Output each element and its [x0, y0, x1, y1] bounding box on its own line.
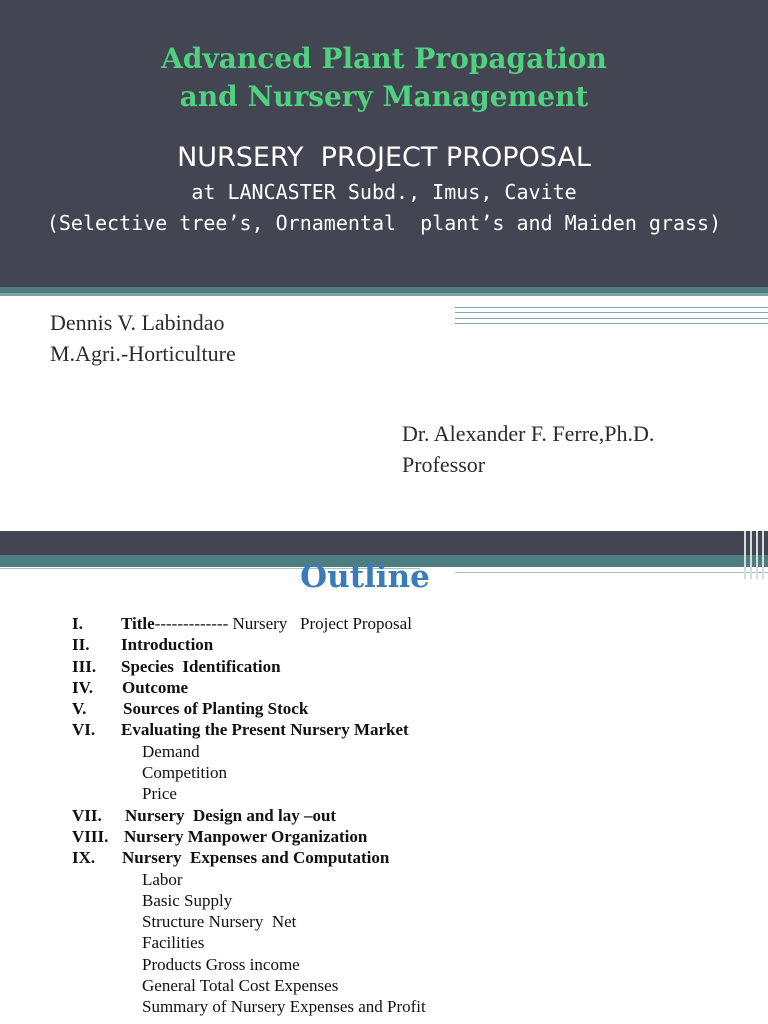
outline-item-title: Nursery Expenses and Computation [122, 848, 390, 868]
outline-slide [0, 531, 768, 1024]
outline-item-number: IV. [72, 677, 93, 697]
author-degree: M.Agri.-Horticulture [50, 341, 236, 366]
outline-item-label [124, 826, 367, 847]
outline-subitem-label: Competition [142, 763, 227, 783]
outline-item-number: VI. [72, 720, 96, 740]
outline-subitem-label: Structure Nursery Net [142, 912, 297, 932]
divider-bar-thin [0, 293, 768, 296]
slide-title [0, 40, 768, 116]
outline-item-label [121, 719, 409, 740]
outline-item-title: Nursery Manpower Organization [124, 826, 368, 846]
outline-item-number: VIII. [72, 826, 109, 846]
outline-item-suffix: ------------- Nursery Project Proposal [154, 614, 412, 633]
proposal-subtitle: NURSERY PROJECT PROPOSAL [177, 142, 591, 173]
outline-item-label [123, 698, 308, 719]
outline-item-title: Species Identification [121, 656, 281, 676]
decor-stripes [742, 531, 768, 579]
outline-item-number: VII. [72, 805, 102, 825]
outline-subitem-label: Summary of Nursery Expenses and Profit [142, 997, 426, 1017]
author-name: Dennis V. Labindao [50, 310, 225, 335]
outline-subitem-label: Facilities [142, 933, 205, 953]
outline-item-title: Sources of Planting Stock [123, 699, 309, 719]
outline-subitem-label: Demand [142, 741, 200, 761]
author-block [50, 307, 236, 369]
outline-item-label [122, 677, 188, 698]
outline-title: Outline [300, 559, 430, 595]
outline-item-title: Introduction [121, 635, 214, 655]
outline-subitem-label: Basic Supply [142, 890, 233, 910]
outline-item-label [121, 613, 412, 634]
decor-line [455, 312, 768, 313]
advisor-name: Dr. Alexander F. Ferre,Ph.D. [402, 421, 655, 446]
decor-line [455, 307, 768, 308]
outline-item-label [122, 847, 389, 868]
outline-subitem-label: Labor [142, 869, 183, 889]
location-line: at LANCASTER Subd., Imus, Cavite [191, 180, 577, 204]
outline-item-title: Outcome [122, 677, 189, 697]
outline-subitem-label: Price [142, 784, 177, 804]
outline-item-label [125, 805, 336, 826]
title-line-1: Advanced Plant Propagation [161, 42, 607, 75]
outline-item-label [121, 656, 281, 677]
outline-subitem-label: General Total Cost Expenses [142, 976, 339, 996]
header-band [0, 531, 768, 555]
outline-item-number: II. [72, 635, 90, 655]
outline-item-number: IX. [72, 848, 96, 868]
outline-item-number: V. [72, 699, 87, 719]
outline-item-title: Title [121, 614, 155, 633]
advisor-block [402, 418, 654, 480]
species-line: (Selective tree’s, Ornamental plant’s and Maiden grass) [46, 211, 722, 235]
outline-item-title: Evaluating the Present Nursery Market [121, 720, 409, 740]
outline-item-label [121, 634, 213, 655]
outline-subitem-label: Products Gross income [142, 954, 300, 974]
outline-item-number: I. [72, 614, 83, 633]
advisor-title: Professor [402, 452, 486, 477]
decor-line [455, 323, 768, 324]
decor-line [455, 318, 768, 319]
outline-item-number: III. [72, 656, 97, 676]
outline-item-title: Nursery Design and lay –out [125, 805, 337, 825]
title-line-2: and Nursery Management [179, 80, 589, 113]
